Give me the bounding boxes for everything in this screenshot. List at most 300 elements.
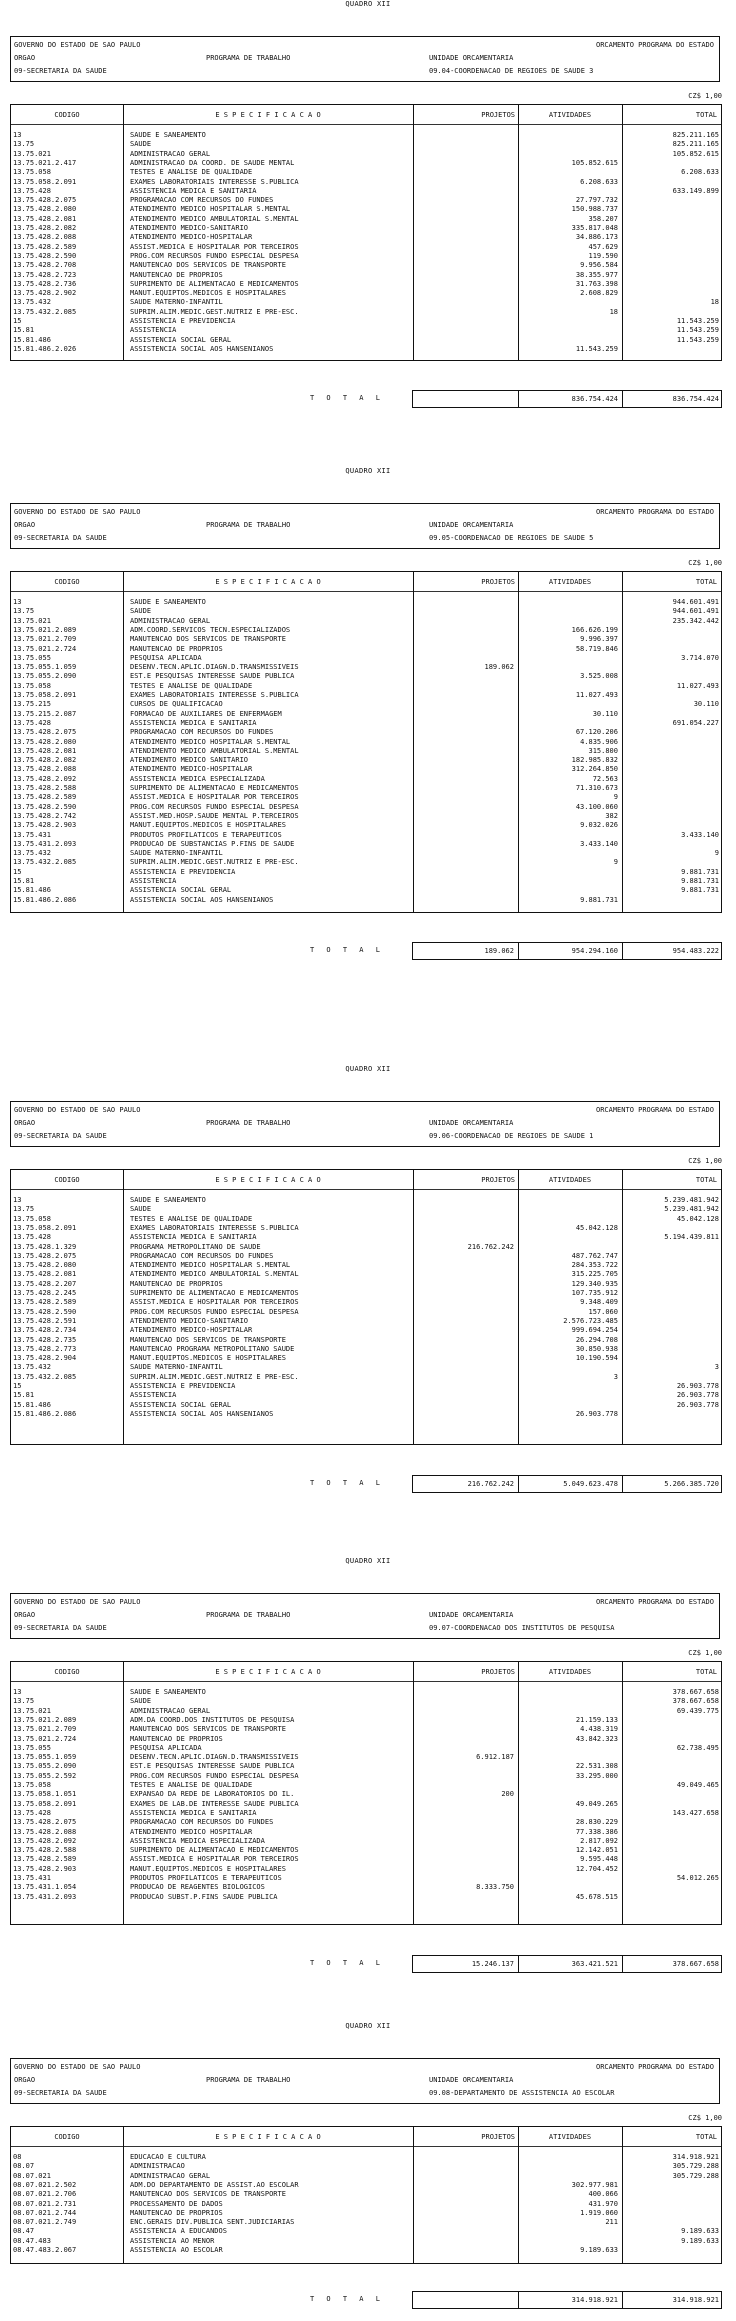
cell-especificacao: PROG.COM RECURSOS FUNDO ESPECIAL DESPESA	[130, 802, 299, 811]
cell-especificacao: SUPRIMENTO DE ALIMENTACAO E MEDICAMENTOS	[130, 1846, 299, 1855]
total-divider	[622, 943, 623, 959]
table-row	[11, 1725, 721, 1734]
column-header-projetos: PROJETOS	[481, 1667, 515, 1676]
table-row	[11, 682, 721, 691]
cell-codigo: 13.75.428.2.081	[13, 1270, 77, 1279]
cell-total: 305.729.288	[672, 2162, 719, 2171]
column-header-total: TOTAL	[695, 1667, 717, 1676]
cell-atividades: 487.762.747	[571, 1251, 618, 1260]
cell-especificacao: ASSISTENCIA A EDUCANDOS	[130, 2227, 227, 2236]
cell-codigo: 13.75.021.2.709	[13, 1725, 77, 1734]
cell-codigo: 13.75.428	[13, 1233, 51, 1242]
cell-atividades: 9.956.584	[580, 261, 618, 270]
cell-atividades: 9.996.397	[580, 635, 618, 644]
cell-especificacao: ADMINISTRACAO GERAL	[130, 2171, 211, 2180]
cell-especificacao: ASSISTENCIA SOCIAL GERAL	[130, 886, 232, 895]
table-row	[11, 1716, 721, 1725]
cell-codigo: 13.75.215	[13, 700, 51, 709]
table-row	[11, 1280, 721, 1289]
cell-total: 11.543.259	[676, 317, 719, 325]
cell-especificacao: PRODUCAO SUBST.P.FINS SAUDE PUBLICA	[130, 1892, 278, 1901]
cell-codigo: 13.75.428.2.723	[13, 270, 77, 279]
cell-codigo: 13.75.058	[13, 1214, 51, 1223]
column-header-atividades: ATIVIDADES	[548, 2132, 592, 2141]
cell-atividades: 105.852.615	[571, 158, 618, 167]
cell-total: 18	[710, 298, 719, 307]
cell-especificacao: ADM.DO DEPARTAMENTO DE ASSIST.AO ESCOLAR	[130, 2180, 299, 2189]
total-divider	[518, 943, 519, 959]
total-total: 378.667.658	[672, 1960, 719, 1968]
currency-unit: CZ$ 1,00	[688, 559, 722, 567]
table-row	[11, 1243, 721, 1252]
table-row	[11, 1261, 721, 1270]
cell-atividades: 315.225.705	[571, 1270, 618, 1279]
cell-codigo: 13.75.428.2.736	[13, 279, 77, 288]
cell-codigo: 13.75.055.2.090	[13, 672, 77, 681]
cell-especificacao: SAUDE MATERNO-INFANTIL	[130, 298, 223, 307]
cell-atividades: 43.100.060	[575, 802, 618, 811]
table-row	[11, 793, 721, 802]
cell-especificacao: ASSISTENCIA SOCIAL GERAL	[130, 335, 232, 344]
cell-atividades: 9.348.409	[580, 1298, 618, 1307]
table-row	[11, 1790, 721, 1799]
table-row	[11, 308, 721, 317]
cell-codigo: 13	[13, 1196, 22, 1204]
total-label: T O T A L	[310, 2295, 384, 2303]
cell-especificacao: MANUTENCAO DOS SERVICOS DE TRANSPORTE	[130, 1335, 286, 1344]
cell-especificacao: ATENDIMENTO MEDICO HOSPITALAR S.MENTAL	[130, 205, 291, 214]
column-header-projetos: PROJETOS	[481, 1175, 515, 1184]
cell-codigo: 15.81	[13, 877, 35, 885]
cell-especificacao: ASSISTENCIA SOCIAL AOS HANSENIANOS	[130, 1409, 274, 1418]
cell-atividades: 2.576.723.485	[563, 1316, 618, 1325]
cell-atividades: 182.985.832	[571, 756, 618, 765]
cell-especificacao: ADMINISTRACAO GERAL	[130, 1706, 211, 1715]
budget-table	[10, 104, 722, 361]
table-row	[11, 663, 721, 672]
total-label: T O T A L	[310, 394, 384, 402]
cell-total: 9.881.731	[681, 877, 719, 885]
cell-especificacao: ASSISTENCIA MEDICA ESPECIALIZADA	[130, 774, 265, 783]
cell-atividades: 335.817.048	[571, 224, 618, 232]
cell-total: 9	[714, 849, 719, 858]
cell-especificacao: ASSISTENCIA MEDICA E SANITARIA	[130, 1233, 257, 1242]
cell-atividades: 4.438.319	[580, 1725, 618, 1734]
cell-especificacao: MANUTENCAO DE PROPRIOS	[130, 270, 223, 279]
cell-total: 26.903.778	[676, 1400, 719, 1409]
cell-codigo: 08.07	[13, 2162, 35, 2171]
cell-codigo: 13	[13, 131, 22, 139]
total-divider	[622, 1956, 623, 1972]
header-orgao: 09-SECRETARIA DA SAUDE	[14, 534, 107, 542]
table-row	[11, 607, 721, 616]
cell-especificacao: ASSISTENCIA	[130, 326, 177, 335]
cell-especificacao: ATENDIMENTO MEDICO HOSPITALAR S.MENTAL	[130, 1261, 291, 1270]
header-governo: GOVERNO DO ESTADO DE SAO PAULO	[14, 41, 141, 49]
cell-especificacao: EXPANSAO DA REDE DE LABORATORIOS DO IL.	[130, 1790, 295, 1799]
cell-especificacao: MANUTENCAO DE PROPRIOS	[130, 1279, 223, 1288]
cell-codigo: 13.75.428.2.075	[13, 196, 77, 205]
header-divider	[11, 1189, 721, 1190]
cell-atividades: 72.563	[592, 774, 618, 783]
cell-especificacao: MANUTENCAO PROGRAMA METROPOLITANO SAUDE	[130, 1344, 295, 1353]
cell-codigo: 13.75.058.2.091	[13, 1799, 77, 1808]
header-unidade: 09.08-DEPARTAMENTO DE ASSISTENCIA AO ESCOLAR	[429, 2089, 615, 2097]
total-atividades: 5.049.623.478	[563, 1480, 618, 1488]
cell-codigo: 13.75.428.2.080	[13, 737, 77, 746]
table-row	[11, 654, 721, 663]
cell-especificacao: ASSISTENCIA AO MENOR	[130, 2236, 215, 2245]
cell-especificacao: PROCESSAMENTO DE DADOS	[130, 2199, 223, 2208]
cell-especificacao: PROG.COM RECURSOS FUNDO ESPECIAL DESPESA	[130, 1307, 299, 1316]
cell-atividades: 77.338.386	[575, 1827, 618, 1836]
table-row	[11, 1410, 721, 1419]
cell-total: 105.852.615	[672, 149, 719, 158]
cell-especificacao: MANUTENCAO DOS SERVICOS DE TRANSPORTE	[130, 2190, 286, 2199]
cell-atividades: 9	[613, 858, 618, 867]
cell-codigo: 13.75	[13, 607, 35, 616]
cell-total: 11.543.259	[676, 335, 719, 344]
cell-especificacao: EDUCACAO E CULTURA	[130, 2153, 206, 2161]
cell-especificacao: ASSISTENCIA MEDICA E SANITARIA	[130, 186, 257, 195]
cell-atividades: 45.042.128	[575, 1223, 618, 1232]
table-row	[11, 1336, 721, 1345]
header-divider	[11, 2146, 721, 2147]
cell-atividades: 358.207	[588, 214, 618, 223]
header-orgao: 09-SECRETARIA DA SAUDE	[14, 1624, 107, 1632]
cell-total: 944.601.491	[672, 607, 719, 616]
cell-especificacao: MANUTENCAO DOS SERVICOS DE TRANSPORTE	[130, 635, 286, 644]
header-orgao: 09-SECRETARIA DA SAUDE	[14, 1132, 107, 1140]
cell-atividades: 999.694.254	[571, 1326, 618, 1335]
header-programa: PROGRAMA DE TRABALHO	[206, 54, 291, 62]
total-divider	[622, 2292, 623, 2308]
cell-especificacao: SAUDE	[130, 140, 152, 149]
table-row	[11, 178, 721, 187]
cell-codigo: 13.75.428.2.903	[13, 1864, 77, 1873]
cell-especificacao: MANUTENCAO DOS SERVICOS DE TRANSPORTE	[130, 1725, 286, 1734]
cell-codigo: 13.75.428.2.081	[13, 214, 77, 223]
cell-especificacao: FORMACAO DE AUXILIARES DE ENFERMAGEM	[130, 709, 282, 718]
table-row	[11, 719, 721, 728]
cell-especificacao: ASSIST.MEDICA E HOSPITALAR POR TERCEIROS	[130, 1855, 299, 1864]
cell-atividades: 26.903.778	[575, 1409, 618, 1418]
cell-codigo: 13.75.431	[13, 1874, 51, 1882]
column-header-atividades: ATIVIDADES	[548, 110, 592, 119]
cell-codigo: 15.81	[13, 326, 35, 335]
column-header-codigo: CODIGO	[54, 110, 80, 119]
cell-especificacao: ADMINISTRACAO GERAL	[130, 616, 211, 625]
cell-atividades: 431.970	[588, 2199, 618, 2208]
table-row	[11, 326, 721, 335]
cell-codigo: 13.75.055	[13, 1743, 51, 1752]
cell-total: 3.433.140	[681, 830, 719, 839]
table-row	[11, 775, 721, 784]
cell-codigo: 13.75.021	[13, 616, 51, 625]
total-row	[0, 2291, 736, 2309]
cell-total: 305.729.288	[672, 2171, 719, 2180]
cell-especificacao: SUPRIM.ALIM.MEDIC.GEST.NUTRIZ E PRE-ESC.	[130, 858, 299, 867]
cell-codigo: 08.07.021	[13, 2171, 51, 2180]
table-row	[11, 840, 721, 849]
column-header-projetos: PROJETOS	[481, 110, 515, 119]
table-row	[11, 1809, 721, 1818]
total-total: 836.754.424	[672, 395, 719, 403]
cell-especificacao: ASSIST.MEDICA E HOSPITALAR POR TERCEIROS	[130, 242, 299, 251]
cell-atividades: 18	[609, 307, 618, 316]
cell-codigo: 13.75.058	[13, 168, 51, 177]
header-programa: PROGRAMA DE TRABALHO	[206, 2076, 291, 2084]
table-row	[11, 1233, 721, 1242]
cell-atividades: 34.886.173	[575, 233, 618, 242]
header-divider	[11, 124, 721, 125]
cell-atividades: 58.719.846	[575, 644, 618, 653]
table-row	[11, 635, 721, 644]
table-row	[11, 2209, 721, 2218]
table-row	[11, 1697, 721, 1706]
table-row	[11, 233, 721, 242]
cell-total: 45.042.128	[676, 1214, 719, 1223]
cell-especificacao: ASSISTENCIA E PREVIDENCIA	[130, 317, 236, 325]
cell-especificacao: ASSIST.MEDICA E HOSPITALAR POR TERCEIROS	[130, 1298, 299, 1307]
table-row	[11, 150, 721, 159]
table-row	[11, 261, 721, 270]
cell-especificacao: PROGRAMACAO COM RECURSOS DO FUNDES	[130, 1818, 274, 1827]
total-row	[0, 942, 736, 960]
cell-projetos: 216.762.242	[467, 1242, 514, 1251]
table-row	[11, 1196, 721, 1205]
cell-especificacao: SUPRIMENTO DE ALIMENTACAO E MEDICAMENTOS	[130, 784, 299, 792]
cell-especificacao: SUPRIMENTO DE ALIMENTACAO E MEDICAMENTOS	[130, 279, 299, 288]
cell-especificacao: EST.E PESQUISAS INTERESSE SAUDE PUBLICA	[130, 1762, 295, 1771]
total-projetos: 15.246.137	[471, 1960, 514, 1968]
column-header-especificacao: E S P E C I F I C A C A O	[215, 2132, 321, 2141]
table-row	[11, 1772, 721, 1781]
cell-codigo: 13.75.428.2.708	[13, 261, 77, 270]
total-row	[0, 1475, 736, 1493]
cell-codigo: 13.75.432.2.085	[13, 1372, 77, 1381]
cell-total: 69.439.775	[676, 1706, 719, 1715]
cell-especificacao: PRODUCAO DE REAGENTES BIOLOGICOS	[130, 1883, 265, 1892]
budget-section	[0, 2022, 736, 2321]
header-orgao-label: ORGAO	[14, 521, 36, 529]
table-row	[11, 1744, 721, 1753]
header-orgao-label: ORGAO	[14, 1611, 36, 1619]
table-row	[11, 215, 721, 224]
cell-atividades: 30.850.938	[575, 1344, 618, 1353]
cell-especificacao: SAUDE E SANEAMENTO	[130, 1688, 206, 1696]
table-row	[11, 1688, 721, 1697]
cell-total: 11.543.259	[676, 326, 719, 335]
table-row	[11, 747, 721, 756]
cell-atividades: 119.590	[588, 251, 618, 260]
column-header-codigo: CODIGO	[54, 2132, 80, 2141]
cell-especificacao: SAUDE	[130, 607, 152, 616]
cell-especificacao: CURSOS DE QUALIFICACAO	[130, 700, 223, 709]
cell-codigo: 15.81.486.2.026	[13, 344, 77, 353]
cell-especificacao: EXAMES LABORATORIAIS INTERESSE S.PUBLICA	[130, 691, 299, 699]
total-row	[0, 390, 736, 408]
cell-atividades: 2.817.092	[580, 1836, 618, 1845]
cell-especificacao: ATENDIMENTO MEDICO AMBULATORIAL S.MENTAL	[130, 1270, 299, 1279]
cell-especificacao: ATENDIMENTO MEDICO-SANITARIO	[130, 224, 249, 232]
header-orcamento: ORCAMENTO PROGRAMA DO ESTADO	[595, 1106, 714, 1114]
table-row	[11, 2190, 721, 2199]
cell-especificacao: ASSIST.MEDICA E HOSPITALAR POR TERCEIROS	[130, 793, 299, 802]
cell-especificacao: SAUDE E SANEAMENTO	[130, 131, 206, 139]
cell-atividades: 302.977.981	[571, 2180, 618, 2189]
cell-atividades: 9.881.731	[580, 895, 618, 904]
cell-especificacao: PROGRAMACAO COM RECURSOS DO FUNDES	[130, 728, 274, 737]
cell-codigo: 13.75.058.1.051	[13, 1790, 77, 1799]
header-unidade-label: UNIDADE ORCAMENTARIA	[429, 1119, 514, 1127]
header-orgao: 09-SECRETARIA DA SAUDE	[14, 2089, 107, 2097]
table-row	[11, 1707, 721, 1716]
cell-total: 944.601.491	[672, 598, 719, 606]
quadro-title: QUADRO XII	[345, 1065, 391, 1073]
table-row	[11, 645, 721, 654]
cell-codigo: 13	[13, 598, 22, 606]
cell-total: 5.239.481.942	[664, 1196, 719, 1204]
table-row	[11, 1800, 721, 1809]
quadro-title: QUADRO XII	[345, 2022, 391, 2030]
column-header-projetos: PROJETOS	[481, 577, 515, 586]
header-orgao-label: ORGAO	[14, 2076, 36, 2084]
total-box	[412, 1955, 722, 1973]
table-row	[11, 2153, 721, 2162]
cell-codigo: 13.75.428.2.082	[13, 756, 77, 765]
cell-codigo: 13.75.428.2.207	[13, 1279, 77, 1288]
cell-codigo: 13.75.055.1.059	[13, 663, 77, 672]
total-box	[412, 390, 722, 408]
cell-codigo: 13.75.058	[13, 681, 51, 690]
cell-atividades: 27.797.732	[575, 196, 618, 205]
cell-especificacao: ASSISTENCIA MEDICA E SANITARIA	[130, 1808, 257, 1817]
column-header-total: TOTAL	[695, 2132, 717, 2141]
cell-codigo: 13.75.428.2.904	[13, 1354, 77, 1363]
table-row	[11, 1326, 721, 1335]
cell-atividades: 45.678.515	[575, 1892, 618, 1901]
table-row	[11, 617, 721, 626]
cell-codigo: 13.75.428.2.082	[13, 224, 77, 232]
total-atividades: 836.754.424	[571, 395, 618, 403]
cell-atividades: 457.629	[588, 242, 618, 251]
cell-atividades: 129.340.935	[571, 1279, 618, 1288]
header-orcamento: ORCAMENTO PROGRAMA DO ESTADO	[595, 1598, 714, 1606]
cell-especificacao: PROG.COM RECURSOS FUNDO ESPECIAL DESPESA	[130, 1771, 299, 1780]
table-row	[11, 1753, 721, 1762]
total-atividades: 363.421.521	[571, 1960, 618, 1968]
total-divider	[518, 1476, 519, 1492]
header-unidade: 09.07-COORDENACAO DOS INSTITUTOS DE PESQUISA	[429, 1624, 615, 1632]
cell-codigo: 13.75.431.2.093	[13, 839, 77, 848]
cell-codigo: 13.75.021	[13, 149, 51, 158]
column-header-especificacao: E S P E C I F I C A C A O	[215, 1175, 321, 1184]
header-governo: GOVERNO DO ESTADO DE SAO PAULO	[14, 1106, 141, 1114]
cell-atividades: 12.142.051	[575, 1846, 618, 1855]
table-row	[11, 1363, 721, 1372]
table-row	[11, 1837, 721, 1846]
cell-especificacao: MANUTENCAO DOS SERVICOS DE TRANSPORTE	[130, 261, 286, 270]
table-row	[11, 298, 721, 307]
cell-atividades: 10.190.594	[575, 1354, 618, 1363]
cell-codigo: 13.75.058.2.091	[13, 177, 77, 186]
cell-especificacao: ATENDIMENTO MEDICO-HOSPITALAR	[130, 765, 253, 774]
cell-codigo: 13.75.428.2.589	[13, 242, 77, 251]
table-row	[11, 1874, 721, 1883]
cell-codigo: 08	[13, 2153, 22, 2161]
cell-especificacao: EXAMES DE LAB.DE INTERESSE SAUDE PUBLICA	[130, 1799, 299, 1808]
cell-projetos: 200	[501, 1790, 514, 1799]
cell-codigo: 13.75.428.2.903	[13, 821, 77, 830]
cell-especificacao: ASSISTENCIA SOCIAL AOS HANSENIANOS	[130, 344, 274, 353]
cell-codigo: 13.75.432	[13, 1363, 51, 1372]
cell-atividades: 9.595.448	[580, 1855, 618, 1864]
header-orcamento: ORCAMENTO PROGRAMA DO ESTADO	[595, 2063, 714, 2071]
cell-codigo: 13.75.215.2.087	[13, 709, 77, 718]
total-total: 314.918.921	[672, 2296, 719, 2304]
cell-especificacao: ASSISTENCIA SOCIAL GERAL	[130, 1400, 232, 1409]
table-row	[11, 2172, 721, 2181]
cell-total: 62.738.495	[676, 1743, 719, 1752]
cell-atividades: 38.355.977	[575, 270, 618, 279]
cell-codigo: 13.75.058	[13, 1781, 51, 1789]
cell-codigo: 13.75.055.2.592	[13, 1771, 77, 1780]
cell-especificacao: SAUDE	[130, 1697, 152, 1706]
budget-table	[10, 2126, 722, 2264]
cell-codigo: 13.75.428.2.588	[13, 784, 77, 792]
table-row	[11, 1317, 721, 1326]
header-orgao: 09-SECRETARIA DA SAUDE	[14, 67, 107, 75]
header-programa: PROGRAMA DE TRABALHO	[206, 1611, 291, 1619]
table-row	[11, 1382, 721, 1391]
total-divider	[518, 1956, 519, 1972]
cell-atividades: 71.310.673	[575, 784, 618, 792]
cell-total: 30.110	[693, 700, 719, 709]
table-row	[11, 1735, 721, 1744]
cell-atividades: 49.049.265	[575, 1799, 618, 1808]
column-header-total: TOTAL	[695, 1175, 717, 1184]
table-row	[11, 1298, 721, 1307]
cell-especificacao: DESENV.TECN.APLIC.DIAGN.D.TRANSMISSIVEIS	[130, 663, 299, 672]
header-box	[10, 503, 720, 549]
table-row	[11, 1781, 721, 1790]
quadro-title: QUADRO XII	[345, 1557, 391, 1565]
cell-codigo: 13.75.428.2.589	[13, 793, 77, 802]
column-header-total: TOTAL	[695, 577, 717, 586]
table-row	[11, 1373, 721, 1382]
table-row	[11, 710, 721, 719]
cell-especificacao: MANUTENCAO DE PROPRIOS	[130, 1734, 223, 1743]
total-box	[412, 942, 722, 960]
cell-especificacao: TESTES E ANALISE DE QUALIDADE	[130, 681, 253, 690]
cell-atividades: 30.110	[592, 709, 618, 718]
cell-codigo: 13.75.432	[13, 298, 51, 307]
column-header-especificacao: E S P E C I F I C A C A O	[215, 110, 321, 119]
cell-codigo: 08.47.483	[13, 2236, 51, 2245]
total-total: 5.266.385.720	[664, 1480, 719, 1488]
cell-codigo: 13.75.428.2.092	[13, 774, 77, 783]
cell-especificacao: TESTES E ANALISE DE QUALIDADE	[130, 1214, 253, 1223]
cell-especificacao: PRODUTOS PROFILATICOS E TERAPEUTICOS	[130, 830, 282, 839]
table-row	[11, 1205, 721, 1214]
cell-especificacao: ASSIST.MED.HOSP.SAUDE MENTAL P.TERCEIROS	[130, 811, 299, 820]
cell-codigo: 15.81.486.2.086	[13, 895, 77, 904]
table-row	[11, 2218, 721, 2227]
cell-especificacao: ASSISTENCIA SOCIAL AOS HANSENIANOS	[130, 895, 274, 904]
cell-especificacao: MANUTENCAO DE PROPRIOS	[130, 644, 223, 653]
cell-especificacao: ATENDIMENTO MEDICO-SANITARIO	[130, 1316, 249, 1325]
